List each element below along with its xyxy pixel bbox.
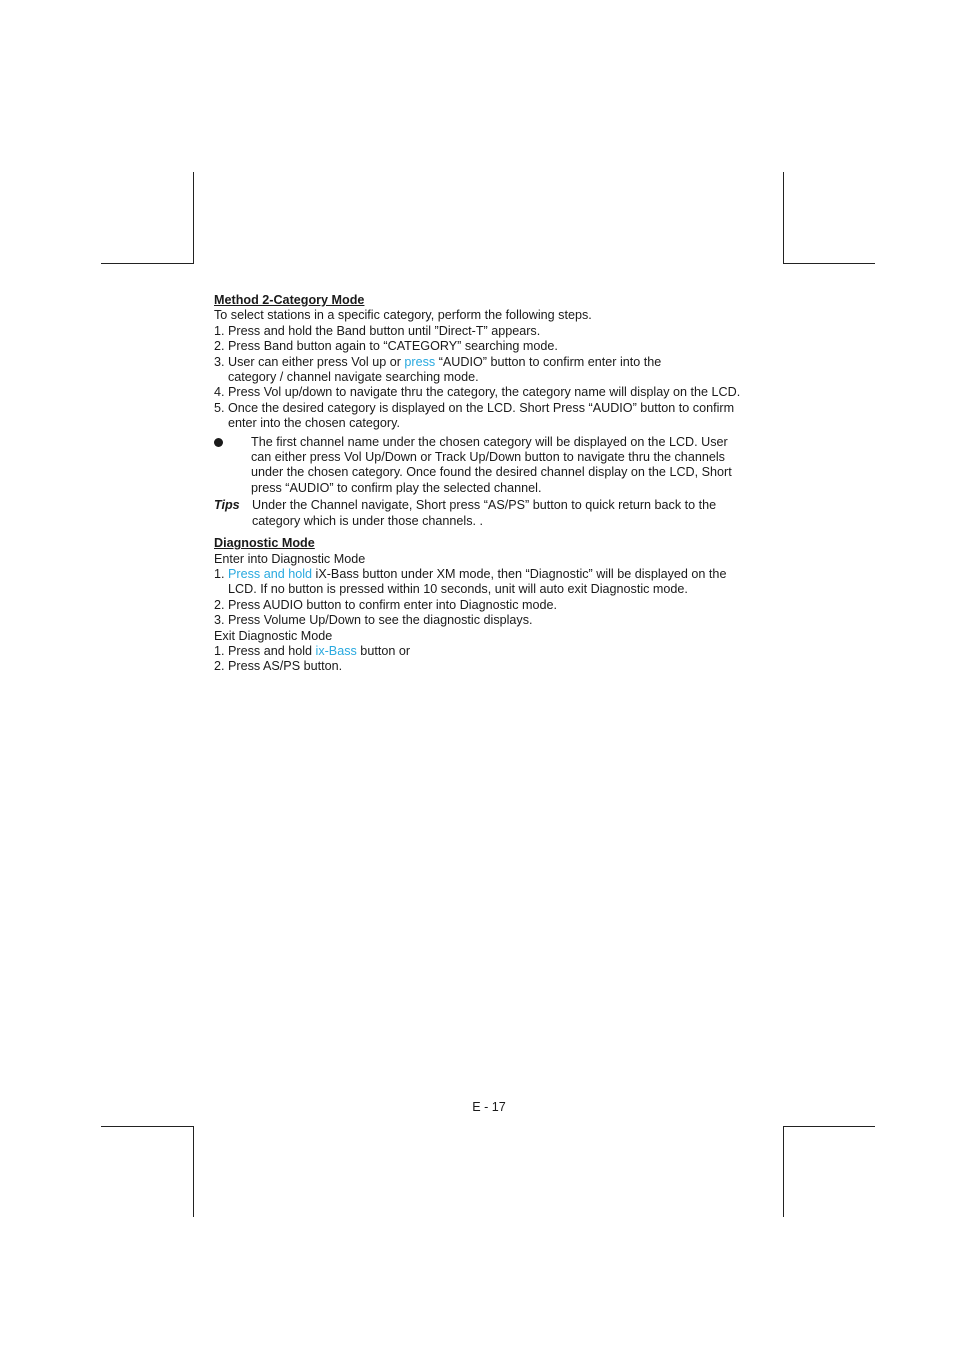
method2-intro: To select stations in a specific category, perform the following steps. — [214, 308, 592, 323]
method2-step-2: 2. Press Band button again to “CATEGORY” searching mode. — [214, 339, 558, 354]
method2-step-3-accent: press — [404, 354, 436, 369]
bullet-line: can either press Vol Up/Down or Track Up/Down button to navigate thru the channels — [251, 450, 725, 465]
diagnostic-exit-step-2: 2. Press AS/PS button. — [214, 659, 343, 674]
bullet-line: under the chosen category. Once found the desired channel display on the LCD, Short — [251, 465, 732, 480]
crop-mark-top-left-vertical — [193, 172, 194, 264]
diagnostic-step-3: 3. Press Volume Up/Down to see the diagnostic displays. — [214, 613, 533, 628]
crop-mark-top-right-vertical — [783, 172, 784, 264]
method2-step-3-text-a: 3. User can either press Vol up or — [214, 354, 405, 369]
crop-mark-bottom-left-horizontal — [101, 1126, 194, 1127]
diagnostic-exit-step-1-text-a: 1. Press and hold — [214, 643, 316, 658]
diagnostic-exit-step-1-accent: ix-Bass — [315, 643, 357, 658]
diagnostic-exit-step-1 — [214, 644, 774, 659]
crop-mark-bottom-right-horizontal — [783, 1126, 875, 1127]
crop-mark-top-right-horizontal — [783, 263, 875, 264]
bullet-dot-icon — [214, 438, 223, 447]
method2-step-5-continued: enter into the chosen category. — [228, 416, 400, 431]
diagnostic-step-2: 2. Press AUDIO button to confirm enter into Diagnostic mode. — [214, 597, 557, 612]
method2-step-1: 1. Press and hold the Band button until ”Direct-T” appears. — [214, 323, 541, 338]
page-number: E - 17 — [472, 1100, 506, 1114]
crop-mark-bottom-left-vertical — [193, 1126, 194, 1217]
method2-step-5: 5. Once the desired category is displayed on the LCD. Short Press “AUDIO” button to confirm — [214, 400, 735, 415]
method2-step-4: 4. Press Vol up/down to navigate thru the category, the category name will display on the LCD. — [214, 385, 741, 400]
method2-step-3 — [214, 355, 774, 370]
diagnostic-step-1-continued: LCD. If no button is pressed within 10 seconds, unit will auto exit Diagnostic mode. — [228, 582, 688, 597]
method2-bullet-note — [214, 435, 774, 497]
crop-mark-top-left-horizontal — [101, 263, 194, 264]
diagnostic-step-1-text-a: 1. — [214, 566, 229, 581]
tips-line: category which is under those channels. . — [252, 513, 484, 528]
page-content — [214, 293, 774, 675]
tips-label: Tips — [214, 498, 240, 513]
diagnostic-step-1-accent: Press and hold — [228, 566, 313, 581]
diagnostic-enter-title: Enter into Diagnostic Mode — [214, 551, 366, 566]
diagnostic-exit-title: Exit Diagnostic Mode — [214, 628, 333, 643]
diagnostic-heading: Diagnostic Mode — [214, 536, 315, 551]
method2-heading: Method 2-Category Mode — [214, 293, 365, 307]
diagnostic-step-1-text-b: iX-Bass button under XM mode, then “Diagnostic” will be displayed on the — [312, 566, 727, 581]
method2-step-3-text-b: “AUDIO” button to confirm enter into the — [435, 354, 662, 369]
bullet-line: press “AUDIO” to confirm play the selected channel. — [251, 480, 542, 495]
diagnostic-exit-step-1-text-b: button or — [356, 643, 411, 658]
diagnostic-step-1 — [214, 567, 774, 582]
crop-mark-bottom-right-vertical — [783, 1126, 784, 1217]
method2-step-3-continued: category / channel navigate searching mode. — [228, 370, 479, 385]
tips-line: Under the Channel navigate, Short press “AS/PS” button to quick return back to the — [252, 498, 717, 513]
bullet-line: The first channel name under the chosen category will be displayed on the LCD. User — [251, 434, 728, 449]
method2-tips — [214, 498, 774, 529]
